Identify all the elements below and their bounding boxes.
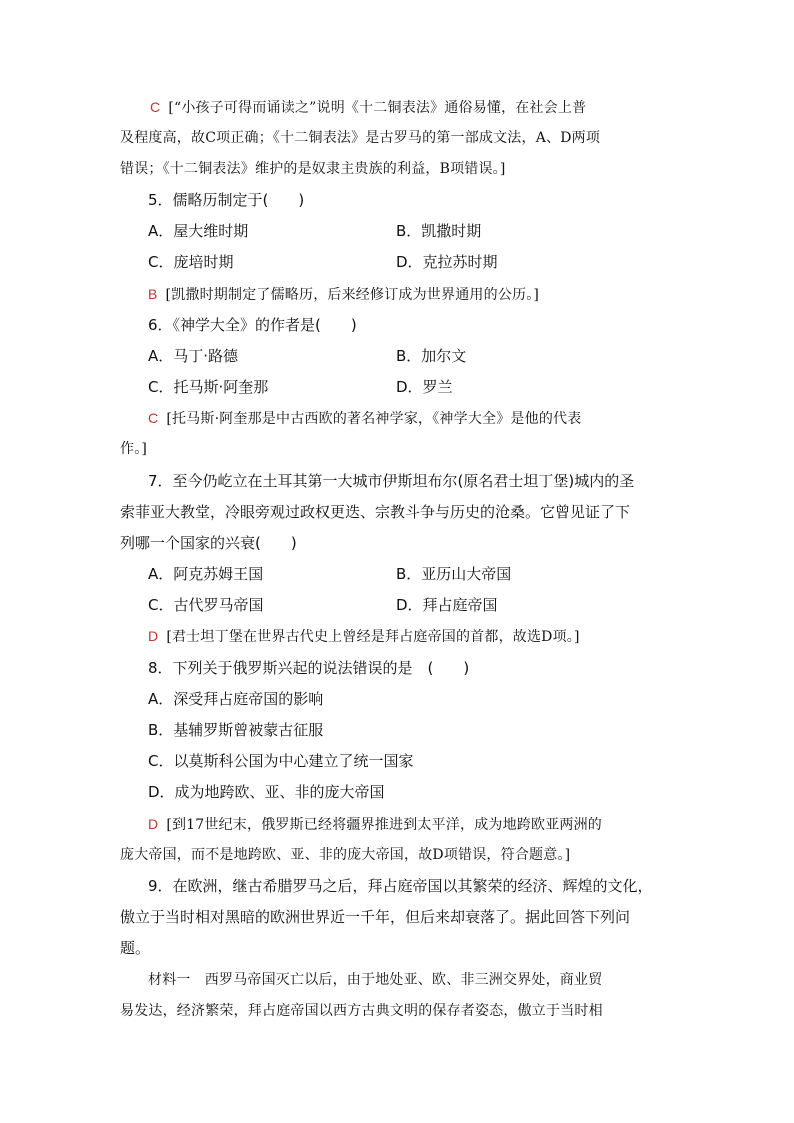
q8-option-a: A．深受拜占庭帝国的影响 (148, 690, 324, 708)
q9-stem-line-2: 傲立于当时相对黑暗的欧洲世界近一千年，但后来却衰落了。据此回答下列问 (120, 908, 631, 926)
q6-answer-key: C (148, 410, 159, 426)
q7-option-b: B．亚历山大帝国 (396, 565, 512, 583)
q6-option-b: B．加尔文 (396, 347, 467, 365)
q7-stem-line-3: 列哪一个国家的兴衰( ) (120, 534, 297, 552)
q9-material-line-2: 易发达，经济繁荣，拜占庭帝国以西方古典文明的保存者姿态，傲立于当时相 (120, 1003, 603, 1019)
q5-answer-key: B (148, 286, 158, 302)
q5-stem: 5．儒略历制定于( ) (148, 191, 305, 209)
q6-answer-line-2: 作。] (120, 441, 148, 457)
q7-stem-line-2: 索菲亚大教堂，冷眼旁观过政权更迭、宗教斗争与历史的沧桑。它曾见证了下 (120, 503, 631, 521)
q8-stem: 8．下列关于俄罗斯兴起的说法错误的是 ( ) (148, 659, 470, 677)
q5-option-d: D．克拉苏时期 (396, 253, 498, 271)
q8-answer-line-2: 庞大帝国，而不是地跨欧、亚、非的庞大帝国，故D项错误，符合题意。] (120, 847, 571, 863)
q5-option-a: A．屋大维时期 (148, 222, 249, 240)
q8-option-c: C．以莫斯科公国为中心建立了统一国家 (148, 752, 414, 770)
q6-stem: 6．《神学大全》的作者是( ) (148, 316, 357, 334)
q7-stem-line-1: 7．至今仍屹立在土耳其第一大城市伊斯坦布尔(原名君士坦丁堡)城内的圣 (148, 472, 635, 490)
q4-answer-line-2: 及程度高，故C项正确；《十二铜表法》是古罗马的第一部成文法，A、D两项 (120, 130, 601, 146)
q7-answer-key: D (148, 628, 159, 644)
q7-option-d: D．拜占庭帝国 (396, 596, 498, 614)
q7-option-a: A．阿克苏姆王国 (148, 565, 264, 583)
q5-option-c: C．庞培时期 (148, 253, 234, 271)
q6-answer-line-1: C [托马斯·阿奎那是中古西欧的著名神学家，《神学大全》是他的代表 (148, 410, 582, 427)
q6-option-c: C．托马斯·阿奎那 (148, 378, 269, 396)
q8-answer-line-1: D [到17世纪末，俄罗斯已经将疆界推进到太平洋，成为地跨欧亚两洲的 (148, 816, 602, 833)
q7-answer: D [君士坦丁堡在世界古代史上曾经是拜占庭帝国的首都，故选D项。] (148, 628, 580, 645)
q9-stem-line-3: 题。 (120, 939, 151, 957)
q8-option-d: D．成为地跨欧、亚、非的庞大帝国 (148, 783, 385, 801)
q9-stem-line-1: 9．在欧洲，继古希腊罗马之后，拜占庭帝国以其繁荣的经济、辉煌的文化， (148, 877, 653, 895)
q7-option-c: C．古代罗马帝国 (148, 596, 264, 614)
q8-answer-key: D (148, 816, 159, 832)
q9-material-line-1: 材料一 西罗马帝国灭亡以后，由于地处亚、欧、非三洲交界处，商业贸 (148, 972, 603, 988)
q6-option-a: A．马丁·路德 (148, 347, 239, 365)
q8-option-b: B．基辅罗斯曾被蒙古征服 (148, 721, 324, 739)
q4-answer-line-1: C [“小孩子可得而诵读之”说明《十二铜表法》通俗易懂，在社会上普 (150, 99, 587, 116)
q6-option-d: D．罗兰 (396, 378, 453, 396)
q5-option-b: B．凯撒时期 (396, 222, 482, 240)
q5-answer: B [凯撒时期制定了儒略历，后来经修订成为世界通用的公历。] (148, 286, 540, 303)
q4-answer-line-3: 错误；《十二铜表法》维护的是奴隶主贵族的利益，B项错误。] (120, 161, 506, 177)
q4-answer-key: C (150, 99, 161, 115)
